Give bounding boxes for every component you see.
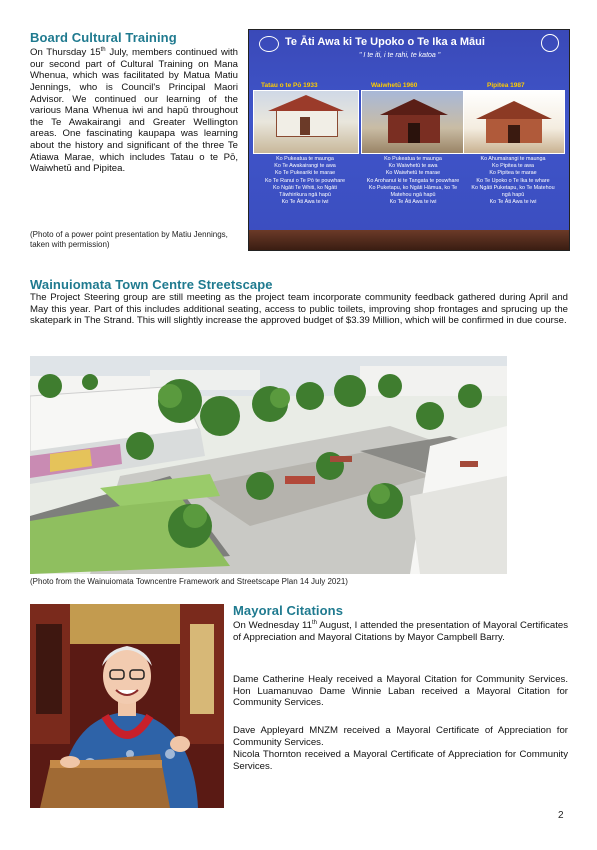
mayor-photo	[30, 604, 224, 808]
slide-line: Ko Waiwhetū te marae	[385, 170, 441, 177]
slide-line: Ko Pukeatua te maunga	[384, 156, 442, 162]
powerpoint-slide-photo	[248, 29, 570, 251]
slide-column-title: Pipitea 1987	[487, 82, 525, 89]
mayoral-paragraph-1	[233, 618, 568, 643]
mayoral-paragraph-4: Nicola Thornton received a Mayoral Certificate of Appreciation for Community Services.	[233, 749, 568, 772]
slide-column-list	[459, 156, 567, 206]
page-number: 2	[558, 810, 564, 821]
slide-line: Ko Pukeatua te maunga	[276, 156, 334, 162]
slide-line: Ko Te Upoko o Te Ika te whare	[476, 177, 550, 184]
slide-line: Ko Te Pukeariki te marae	[274, 170, 336, 177]
section-heading-mayoral-citations: Mayoral Citations	[233, 603, 344, 618]
slide-line: Ko Te Awakairangi te awa	[274, 163, 336, 170]
slide-line: Ko Te Ranui o Te Pō te pouwhare	[264, 177, 346, 184]
streetscape-caption: (Photo from the Wainuiomata Towncentre Framework and Streetscape Plan 14 July 2021)	[30, 577, 348, 586]
slide-column-list	[251, 156, 359, 206]
slide-line: Ko Puketapu, ko Ngāti Hāmua, ko Te	[368, 184, 458, 191]
slide-column-title: Waiwhetū 1960	[371, 82, 418, 89]
streetscape-paragraph: The Project Steering group are still meeting as the project team incorporate community feedback gathered during April and May this year. Part of this includes additional seating, access to public toilets, improving shop frontages and sprucing up the skatepark in The Strand. This will slightly increase the approved budget of $3.39 Million, which will be confirmed in due course.	[30, 292, 568, 327]
superscript: th	[100, 47, 106, 53]
slide-line: Ko Ngāti Puketapu, ko Te Matehou	[471, 184, 555, 191]
mayoral-paragraph-2: Dame Catherine Healy received a Mayoral Citation for Community Services. Hon Luamanuvao Dame Winnie Laban received a Mayoral Citation for Community Services.	[233, 674, 568, 709]
slide-column-title: Tatau o te Pō 1933	[261, 82, 318, 89]
slide-line: Ko Pipitea te awa	[492, 163, 534, 170]
slide-photo-caption: (Photo of a power point presentation by Matiu Jennings, taken with permission)	[30, 230, 228, 249]
koru-icon	[541, 34, 559, 52]
marae-photo-waiwhetu	[361, 90, 467, 154]
slide-subtitle: " I te iti, i te rahi, te katoa "	[359, 52, 441, 59]
superscript: th	[311, 620, 317, 626]
slide-line: Ko Arohanui ki te Tangata te pouwhare	[366, 177, 460, 184]
slide-line: Ko Ngāti Te Whiti, ko Ngāti	[272, 184, 337, 191]
paragraph-text: July, members continued with our second part of Cultural Training on Mana Whenua, which was facilitated by Matua Matiu Jennings, who is Council's Principal Maori Advisor. We continued our learning of the various Mana Whenua iwi and hapū throughout the Te Awakairangi and Greater Wellington areas. One fascinating kaupapa was learning about the history and significant of the three Te Atiawa Marae, which includes Tatau o te Pō, Waiwhetū and Pipitea.	[30, 47, 239, 175]
slide-line: Ko Ahumairangi te maunga	[480, 156, 546, 162]
slide-line: Matehou ngā hapū	[390, 192, 436, 199]
slide-floor	[249, 230, 569, 250]
paragraph-text: On Wednesday 11	[233, 620, 312, 632]
marae-photo-tatau	[253, 90, 359, 154]
slide-line: Ko Te Āti Awa te iwi	[489, 199, 537, 206]
section-heading-cultural-training: Board Cultural Training	[30, 30, 177, 45]
koru-icon	[259, 36, 279, 52]
slide-line: Ko Pipitea te marae	[489, 170, 537, 177]
slide-line: Ko Te Āti Awa te iwi	[281, 199, 329, 206]
slide-line: Tāwhirikura ngā hapū	[279, 192, 331, 199]
streetscape-render-image	[30, 356, 507, 574]
slide-column-list	[359, 156, 467, 206]
slide-line: Ko Waiwhetū te awa	[388, 163, 438, 170]
paragraph-text: August, I attended the presentation of Mayoral Certificates of Appreciation and Mayoral Citations by Mayor Campbell Barry.	[233, 620, 569, 643]
marae-photo-pipitea	[463, 90, 565, 154]
paragraph-text: On Thursday 15	[30, 47, 101, 59]
slide-line: ngā hapū	[501, 192, 525, 199]
slide-title: Te Āti Awa ki Te Upoko o Te Ika a Māui	[285, 36, 485, 48]
section-heading-streetscape: Wainuiomata Town Centre Streetscape	[30, 277, 273, 292]
mayor-illustration	[30, 604, 224, 808]
mayoral-paragraph-3: Dave Appleyard MNZM received a Mayoral Certificate of Appreciation for Community Services.	[233, 725, 568, 748]
streetscape-illustration	[30, 356, 507, 574]
slide-line: Ko Te Āti Awa te iwi	[389, 199, 437, 206]
cultural-training-paragraph	[30, 45, 238, 175]
